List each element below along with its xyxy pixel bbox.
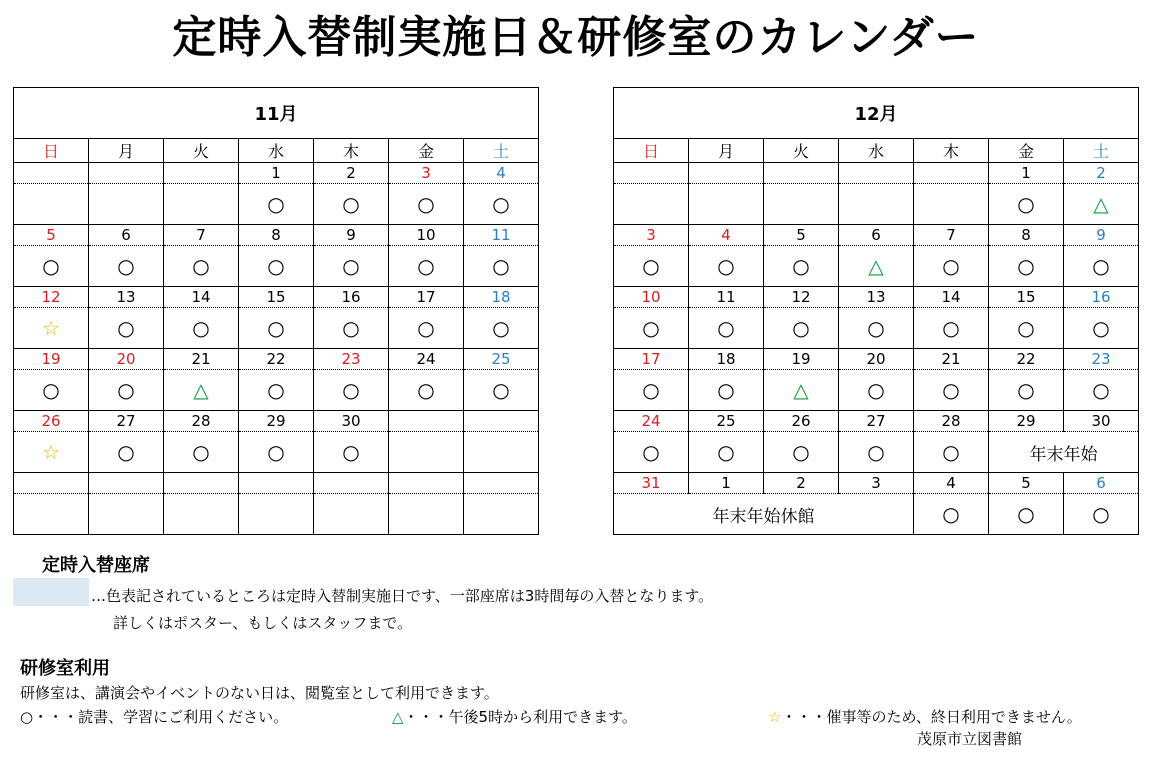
availability-mark: ○ — [389, 184, 464, 225]
weekday-label: 木 — [914, 139, 989, 163]
date-number: 20 — [89, 349, 164, 370]
page-title: 定時入替制実施日＆研修室のカレンダー — [172, 12, 980, 63]
date-number: 10 — [614, 287, 689, 308]
date-number: 7 — [164, 225, 239, 246]
date-number — [14, 473, 89, 494]
date-number — [464, 473, 539, 494]
availability-mark: ○ — [989, 308, 1064, 349]
date-number: 11 — [464, 225, 539, 246]
availability-mark: ○ — [989, 370, 1064, 411]
date-number: 9 — [1064, 225, 1139, 246]
date-number — [614, 163, 689, 184]
availability-mark: 年末年始 — [989, 432, 1139, 473]
date-row — [614, 349, 1139, 370]
mark-row — [14, 308, 539, 349]
availability-mark: ○ — [989, 494, 1064, 535]
availability-mark: ○ — [689, 246, 764, 287]
weekday-label: 金 — [389, 139, 464, 163]
availability-mark: ○ — [614, 308, 689, 349]
legend-triangle-text: ・・・午後5時から利用できます。 — [403, 708, 637, 726]
weekday-label: 水 — [239, 139, 314, 163]
date-number: 1 — [989, 163, 1064, 184]
date-number: 4 — [914, 473, 989, 494]
availability-mark: ○ — [14, 246, 89, 287]
weekday-header-row — [614, 139, 1139, 163]
date-number — [389, 473, 464, 494]
availability-mark — [89, 494, 164, 535]
date-row — [14, 225, 539, 246]
date-number: 22 — [239, 349, 314, 370]
availability-mark: ○ — [239, 246, 314, 287]
star-icon: ☆ — [768, 708, 782, 726]
availability-mark: ○ — [689, 308, 764, 349]
availability-mark: ○ — [689, 370, 764, 411]
mark-row — [14, 370, 539, 411]
calendar-november — [13, 87, 539, 535]
availability-mark: ○ — [839, 308, 914, 349]
availability-mark: ○ — [14, 370, 89, 411]
availability-mark: ○ — [389, 246, 464, 287]
date-number: 2 — [314, 163, 389, 184]
availability-mark: ○ — [464, 246, 539, 287]
availability-mark: ○ — [314, 308, 389, 349]
date-number — [464, 411, 539, 432]
date-number: 18 — [689, 349, 764, 370]
availability-mark: ○ — [239, 308, 314, 349]
availability-mark: ○ — [464, 308, 539, 349]
weekday-label: 土 — [1064, 139, 1139, 163]
date-number: 8 — [989, 225, 1064, 246]
date-number: 21 — [164, 349, 239, 370]
date-number: 5 — [14, 225, 89, 246]
availability-mark: ○ — [89, 246, 164, 287]
availability-mark: ○ — [1064, 370, 1139, 411]
availability-mark: ○ — [764, 432, 839, 473]
date-number: 15 — [239, 287, 314, 308]
date-row — [14, 287, 539, 308]
availability-mark: ○ — [314, 432, 389, 473]
availability-mark: △ — [1064, 184, 1139, 225]
date-row — [14, 411, 539, 432]
availability-mark: ○ — [1064, 494, 1139, 535]
availability-mark: ○ — [164, 246, 239, 287]
date-number: 4 — [689, 225, 764, 246]
date-number — [14, 163, 89, 184]
date-number: 10 — [389, 225, 464, 246]
date-number: 3 — [614, 225, 689, 246]
date-row — [14, 163, 539, 184]
availability-mark — [614, 184, 689, 225]
date-number — [839, 163, 914, 184]
date-number: 5 — [764, 225, 839, 246]
section-heading-training-room: 研修室利用 — [20, 658, 110, 679]
date-number: 11 — [689, 287, 764, 308]
availability-mark: ○ — [839, 370, 914, 411]
date-number — [164, 473, 239, 494]
date-row — [614, 163, 1139, 184]
date-number: 5 — [989, 473, 1064, 494]
availability-mark: ○ — [764, 308, 839, 349]
weekday-label: 金 — [989, 139, 1064, 163]
weekday-label: 水 — [839, 139, 914, 163]
seat-swap-note: …色表記されているところは定時入替制実施日です、一部座席は3時間毎の入替となります。 — [91, 587, 714, 605]
date-number: 19 — [14, 349, 89, 370]
availability-mark: ○ — [89, 308, 164, 349]
availability-mark: ○ — [764, 246, 839, 287]
weekday-label: 火 — [164, 139, 239, 163]
availability-mark — [389, 494, 464, 535]
availability-mark: ○ — [989, 246, 1064, 287]
availability-mark — [914, 184, 989, 225]
availability-mark: ○ — [464, 184, 539, 225]
date-number: 22 — [989, 349, 1064, 370]
date-number: 2 — [1064, 163, 1139, 184]
availability-mark: ☆ — [14, 308, 89, 349]
date-number: 6 — [89, 225, 164, 246]
date-number: 26 — [14, 411, 89, 432]
availability-mark: ○ — [89, 370, 164, 411]
date-number: 25 — [689, 411, 764, 432]
highlight-swatch — [13, 578, 89, 606]
availability-mark: ○ — [389, 308, 464, 349]
availability-mark — [389, 432, 464, 473]
availability-mark: ○ — [914, 432, 989, 473]
date-number: 14 — [164, 287, 239, 308]
seat-swap-detail: 詳しくはポスター、もしくはスタッフまで。 — [113, 614, 413, 632]
date-row — [14, 349, 539, 370]
date-number: 27 — [89, 411, 164, 432]
legend-circle-text: ・・・読書、学習にご利用ください。 — [33, 708, 289, 726]
legend-circle — [20, 706, 288, 727]
availability-mark: 年末年始休館 — [614, 494, 914, 535]
availability-mark: △ — [839, 246, 914, 287]
date-number: 21 — [914, 349, 989, 370]
date-number — [314, 473, 389, 494]
availability-mark — [839, 184, 914, 225]
weekday-label: 火 — [764, 139, 839, 163]
availability-mark: ○ — [839, 432, 914, 473]
date-number: 12 — [14, 287, 89, 308]
legend-star-text: ・・・催事等のため、終日利用できません。 — [781, 708, 1082, 726]
date-row — [14, 473, 539, 494]
availability-mark — [14, 184, 89, 225]
availability-mark: ○ — [1064, 246, 1139, 287]
availability-mark: ○ — [689, 432, 764, 473]
mark-row — [614, 184, 1139, 225]
weekday-label: 月 — [89, 139, 164, 163]
date-row — [614, 473, 1139, 494]
availability-mark: ○ — [239, 370, 314, 411]
date-number — [239, 473, 314, 494]
section-heading-seat-swap: 定時入替座席 — [42, 555, 150, 576]
availability-mark: ○ — [239, 184, 314, 225]
date-number: 8 — [239, 225, 314, 246]
availability-mark — [689, 184, 764, 225]
availability-mark: ○ — [614, 246, 689, 287]
availability-mark — [239, 494, 314, 535]
date-number — [164, 163, 239, 184]
date-row — [614, 225, 1139, 246]
availability-mark: ○ — [914, 494, 989, 535]
date-number: 24 — [614, 411, 689, 432]
date-number: 12 — [764, 287, 839, 308]
availability-mark — [764, 184, 839, 225]
date-number: 3 — [389, 163, 464, 184]
date-number: 6 — [839, 225, 914, 246]
date-number: 1 — [689, 473, 764, 494]
date-number: 9 — [314, 225, 389, 246]
availability-mark: ○ — [914, 370, 989, 411]
mark-row — [614, 246, 1139, 287]
availability-mark — [89, 184, 164, 225]
date-number — [689, 163, 764, 184]
availability-mark: ○ — [314, 184, 389, 225]
date-number — [89, 473, 164, 494]
mark-row — [614, 308, 1139, 349]
legend-star — [768, 706, 1082, 727]
availability-mark: ○ — [89, 432, 164, 473]
availability-mark: ○ — [464, 370, 539, 411]
availability-mark — [164, 184, 239, 225]
availability-mark — [464, 494, 539, 535]
availability-mark — [14, 494, 89, 535]
availability-mark — [314, 494, 389, 535]
date-number — [89, 163, 164, 184]
date-number: 16 — [1064, 287, 1139, 308]
date-number — [914, 163, 989, 184]
date-number — [764, 163, 839, 184]
date-number: 30 — [1064, 411, 1139, 432]
date-number: 23 — [314, 349, 389, 370]
date-number — [389, 411, 464, 432]
weekday-label: 木 — [314, 139, 389, 163]
availability-mark: ○ — [164, 432, 239, 473]
availability-mark: ○ — [914, 308, 989, 349]
date-number: 18 — [464, 287, 539, 308]
calendar-december — [613, 87, 1139, 535]
legend-triangle — [392, 706, 637, 727]
triangle-icon: △ — [392, 708, 404, 726]
date-number: 19 — [764, 349, 839, 370]
availability-mark — [464, 432, 539, 473]
footer-library-name: 茂原市立図書館 — [917, 730, 1023, 748]
date-number: 13 — [89, 287, 164, 308]
date-row — [614, 287, 1139, 308]
availability-mark: △ — [164, 370, 239, 411]
mark-row — [614, 432, 1139, 473]
date-number: 28 — [914, 411, 989, 432]
availability-mark: ○ — [914, 246, 989, 287]
circle-icon: ○ — [20, 708, 34, 726]
mark-row — [14, 432, 539, 473]
date-number: 29 — [239, 411, 314, 432]
availability-mark: ○ — [314, 246, 389, 287]
availability-mark: ○ — [389, 370, 464, 411]
date-number: 26 — [764, 411, 839, 432]
availability-mark: △ — [764, 370, 839, 411]
availability-mark: ○ — [1064, 308, 1139, 349]
date-number: 1 — [239, 163, 314, 184]
date-number: 20 — [839, 349, 914, 370]
mark-row — [14, 246, 539, 287]
date-number: 16 — [314, 287, 389, 308]
date-number: 13 — [839, 287, 914, 308]
date-number: 31 — [614, 473, 689, 494]
availability-mark: ○ — [614, 432, 689, 473]
mark-row — [14, 184, 539, 225]
date-number: 14 — [914, 287, 989, 308]
date-number: 6 — [1064, 473, 1139, 494]
weekday-header-row — [14, 139, 539, 163]
mark-row — [614, 370, 1139, 411]
date-number: 3 — [839, 473, 914, 494]
weekday-label: 月 — [689, 139, 764, 163]
weekday-label: 日 — [614, 139, 689, 163]
date-number: 29 — [989, 411, 1064, 432]
training-room-note: 研修室は、講演会やイベントのない日は、閲覧室として利用できます。 — [20, 684, 499, 702]
date-number: 28 — [164, 411, 239, 432]
date-number: 30 — [314, 411, 389, 432]
date-number: 27 — [839, 411, 914, 432]
date-row — [614, 411, 1139, 432]
availability-mark: ○ — [314, 370, 389, 411]
date-number: 15 — [989, 287, 1064, 308]
date-number: 17 — [389, 287, 464, 308]
availability-mark: ○ — [989, 184, 1064, 225]
month-label: 12月 — [614, 88, 1139, 139]
weekday-label: 土 — [464, 139, 539, 163]
availability-mark: ☆ — [14, 432, 89, 473]
availability-mark: ○ — [614, 370, 689, 411]
date-number: 24 — [389, 349, 464, 370]
availability-mark — [164, 494, 239, 535]
availability-mark: ○ — [164, 308, 239, 349]
date-number: 4 — [464, 163, 539, 184]
mark-row — [14, 494, 539, 535]
date-number: 23 — [1064, 349, 1139, 370]
weekday-label: 日 — [14, 139, 89, 163]
date-number: 7 — [914, 225, 989, 246]
date-number: 25 — [464, 349, 539, 370]
date-number: 2 — [764, 473, 839, 494]
month-label: 11月 — [14, 88, 539, 139]
mark-row — [614, 494, 1139, 535]
date-number: 17 — [614, 349, 689, 370]
availability-mark: ○ — [239, 432, 314, 473]
